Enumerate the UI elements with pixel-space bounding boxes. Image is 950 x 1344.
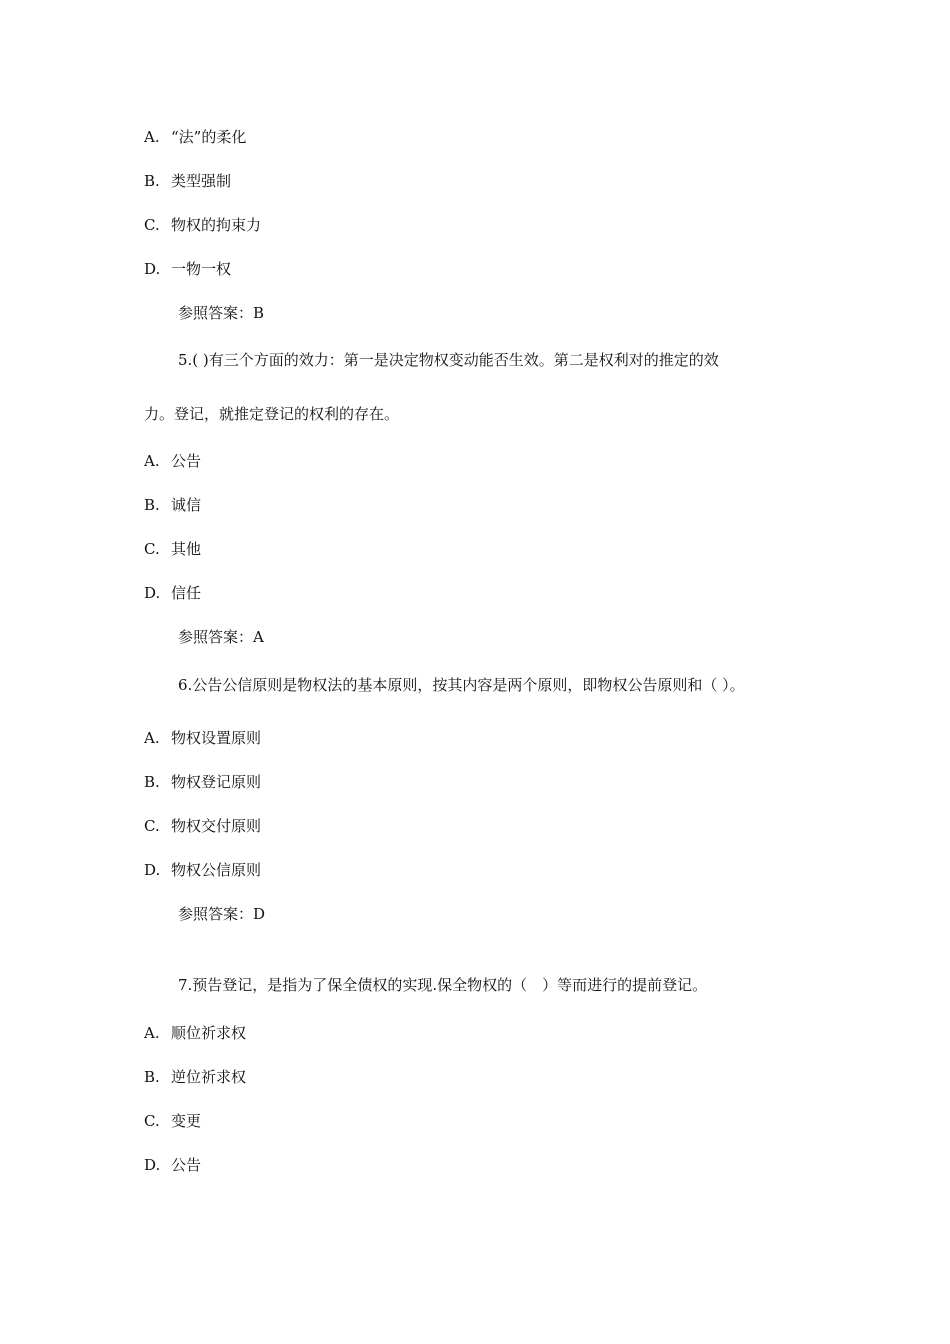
option-label: D.	[144, 861, 161, 879]
q4-answer: 参照答案：B	[178, 304, 265, 322]
option-label: C.	[144, 216, 160, 234]
option-text: 公告	[171, 1156, 202, 1174]
q6-stem-line1: 6.公告公信原则是物权法的基本原则，按其内容是两个原则，即物权公告原则和（ ）。	[178, 676, 745, 694]
option-text: 其他	[171, 540, 202, 558]
q6-option-d	[144, 860, 261, 880]
option-text: 逆位祈求权	[171, 1068, 247, 1086]
q7-stem-line1: 7.预告登记，是指为了保全债权的实现.保全物权的（ ）等而进行的提前登记。	[178, 976, 708, 994]
option-label: B.	[144, 496, 160, 514]
option-text: 诚信	[171, 496, 202, 514]
q4-option-b	[144, 171, 231, 191]
option-label: C.	[144, 817, 160, 835]
q4-option-c	[144, 215, 261, 235]
q4-option-d	[144, 259, 231, 279]
option-label: A.	[144, 1024, 160, 1042]
option-label: A.	[144, 452, 160, 470]
option-label: A.	[144, 729, 160, 747]
option-text: 物权登记原则	[171, 773, 262, 791]
option-text: 物权设置原则	[171, 729, 262, 747]
q7-option-b	[144, 1067, 246, 1087]
option-text: 信任	[171, 584, 202, 602]
option-text: 物权的拘束力	[171, 216, 262, 234]
q5-stem-line1: 5.( )有三个方面的效力：第一是决定物权变动能否生效。第二是权利对的推定的效	[178, 351, 719, 369]
q5-option-b	[144, 495, 201, 515]
q5-answer: 参照答案：A	[178, 628, 264, 646]
q7-option-d	[144, 1155, 201, 1175]
option-text: 一物一权	[171, 260, 232, 278]
q7-option-a	[144, 1023, 246, 1043]
option-text: 顺位祈求权	[171, 1024, 247, 1042]
q5-option-a	[144, 451, 201, 471]
option-label: D.	[144, 1156, 161, 1174]
option-label: C.	[144, 1112, 160, 1130]
option-label: C.	[144, 540, 160, 558]
q5-option-d	[144, 583, 201, 603]
q5-stem-line2: 力。登记，就推定登记的权利的存在。	[144, 405, 400, 423]
option-label: B.	[144, 773, 160, 791]
q6-option-b	[144, 772, 261, 792]
q5-option-c	[144, 539, 201, 559]
q4-option-a	[144, 127, 246, 147]
option-text: 物权公信原则	[171, 861, 262, 879]
option-text: 变更	[171, 1112, 202, 1130]
option-label: D.	[144, 260, 161, 278]
option-text: 类型强制	[171, 172, 232, 190]
option-text: 公告	[171, 452, 202, 470]
option-text: “法”的柔化	[171, 128, 247, 146]
q6-option-c	[144, 816, 261, 836]
q6-answer: 参照答案：D	[178, 905, 266, 923]
option-label: B.	[144, 1068, 160, 1086]
q7-option-c	[144, 1111, 201, 1131]
q6-option-a	[144, 728, 261, 748]
option-label: A.	[144, 128, 160, 146]
option-label: B.	[144, 172, 160, 190]
option-text: 物权交付原则	[171, 817, 262, 835]
option-label: D.	[144, 584, 161, 602]
